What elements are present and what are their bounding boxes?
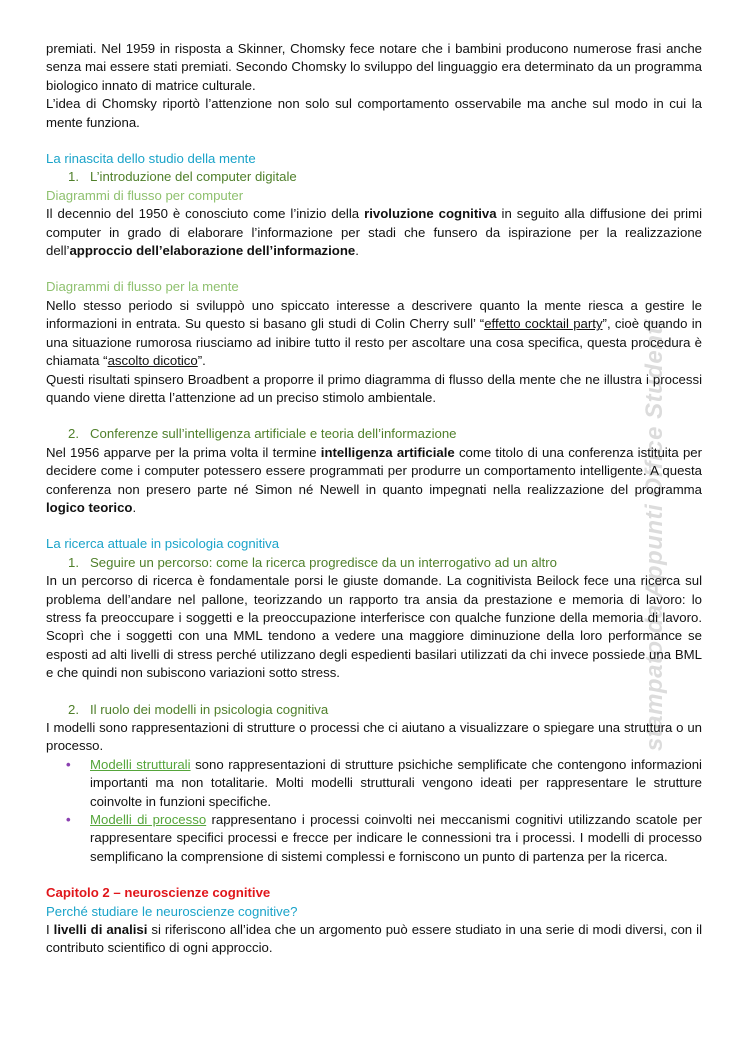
subheading: Diagrammi di flusso per computer [46, 187, 244, 203]
paragraph: premiati. Nel 1959 in risposta a Skinner, Chomsky fece notare che i bambini producono numerose frasi anche senza mai essere stati premiati. Secondo Chomsky lo sviluppo del linguaggio era determinato da un programma biologico innato di matrice culturale. [46, 41, 702, 93]
numbered-heading-text: Conferenze sull’intelligenza artificiale e teoria dell’informazione [90, 426, 457, 442]
bullet-icon: • [66, 756, 71, 772]
paragraph: Questi risultati spinsero Broadbent a proporre il primo diagramma di flusso della mente che ne illustra i processi quando viene diretta l’attenzione ad un preciso stimolo ambientale. [46, 371, 702, 405]
list-item: • Modelli strutturali sono rappresentazioni di strutture psichiche semplificate che contengono informazioni importanti ma non totalitarie. Molti modelli strutturali vengono ideati per rappresentare le strutture coinvolte in funzioni specifiche. [66, 756, 702, 809]
model-link-structural[interactable]: Modelli strutturali [90, 756, 191, 772]
underlined-term: ascolto dicotico [107, 353, 198, 369]
document-page [46, 40, 702, 958]
list-item: • Modelli di processo rappresentano i processi coinvolti nei meccanismi cognitivi utilizzando scatole per rappresentare specifici processi e frecce per indicare le connessioni tra i processi. I modelli di processo semplificano la comprensione di sistemi complessi e forniscono un punto di partenza per la ricerca. [66, 812, 702, 864]
paragraph: I modelli sono rappresentazioni di strutture o processi che ci aiutano a visualizzare o spiegare una struttura o un processo. [46, 720, 702, 754]
section-heading-ricerca: La ricerca attuale in psicologia cognitiva [46, 536, 280, 552]
paragraph: I livelli di analisi si riferiscono all’idea che un argomento può essere studiato in una serie di modi diversi, con il contributo scientifico di ogni approccio. [46, 922, 702, 956]
underlined-term: effetto cocktail party [484, 316, 603, 332]
numbered-heading-text: Il ruolo dei modelli in psicologia cognitiva [90, 701, 329, 717]
paragraph: L’idea di Chomsky riportò l’attenzione non solo sul comportamento osservabile ma anche sul modo in cui la mente funziona. [46, 96, 702, 130]
list-number: 1. [68, 554, 79, 570]
section-heading-rinascita: La rinascita dello studio della mente [46, 151, 256, 167]
numbered-heading [46, 701, 702, 719]
chapter-title: Capitolo 2 – neuroscienze cognitive [46, 885, 271, 901]
list-number: 2. [68, 701, 79, 717]
numbered-heading [46, 425, 702, 443]
numbered-heading [46, 168, 702, 186]
paragraph: Nello stesso periodo si sviluppò uno spiccato interesse a descrivere quanto la mente riesca a gestire le informazioni in entrata. Su questo si basano gli studi di Colin Cherry sull’ “effetto cocktail party”, cioè quando in una situazione rumorosa riusciamo ad inibire tutto il resto per ascoltare una cosa specifica, questa procedura è chiamata “ascolto dicotico”. [46, 297, 702, 369]
numbered-heading [46, 554, 702, 572]
model-link-process[interactable]: Modelli di processo [90, 812, 207, 828]
list-number: 2. [68, 426, 79, 442]
watermark-text: stampato da Appunti Office Studenti [641, 318, 668, 752]
bullet-list [46, 756, 702, 866]
section-heading-perche: Perché studiare le neuroscienze cognitive? [46, 903, 298, 919]
paragraph: Il decennio del 1950 è conosciuto come l’inizio della rivoluzione cognitiva in seguito alla diffusione dei primi computer in grado di elaborare l’informazione per stadi che funsero da ispirazione per la realizzazione dell’approccio dell’elaborazione dell’informazione. [46, 206, 703, 259]
numbered-heading-text: L’introduzione del computer digitale [90, 169, 297, 185]
list-number: 1. [68, 169, 79, 185]
paragraph: In un percorso di ricerca è fondamentale porsi le giuste domande. La cognitivista Beilock fece una ricerca sul problema dell’andare nel pallone, teorizzando un rapporto tra ansia da prestazione e memoria di lavoro: lo stress fa preoccupare i soggetti e la preoccupazione interferisce con qualche funzione della memoria di lavoro. Scoprì che i soggetti con una MML tendono a vedere una maggiore diminuzione della loro performance se esposti ad alti livelli di stress perché utilizzano degli espedienti basilari utilizzati da chi invece possiede una BML e che quindi non subiscono variazioni sotto stress. [46, 573, 702, 681]
paragraph: Nel 1956 apparve per la prima volta il termine intelligenza artificiale come titolo di una conferenza istituita per decidere come i computer potessero essere programmati per produrre un comportamento intelligente. A questa conferenza non presero parte né Simon né Newell in quanto impegnati nella realizzazione del programma logico teorico. [46, 444, 703, 515]
bullet-icon: • [66, 812, 71, 828]
subheading: Diagrammi di flusso per la mente [46, 279, 239, 295]
numbered-heading-text: Seguire un percorso: come la ricerca progredisce da un interrogativo ad un altro [90, 554, 557, 570]
